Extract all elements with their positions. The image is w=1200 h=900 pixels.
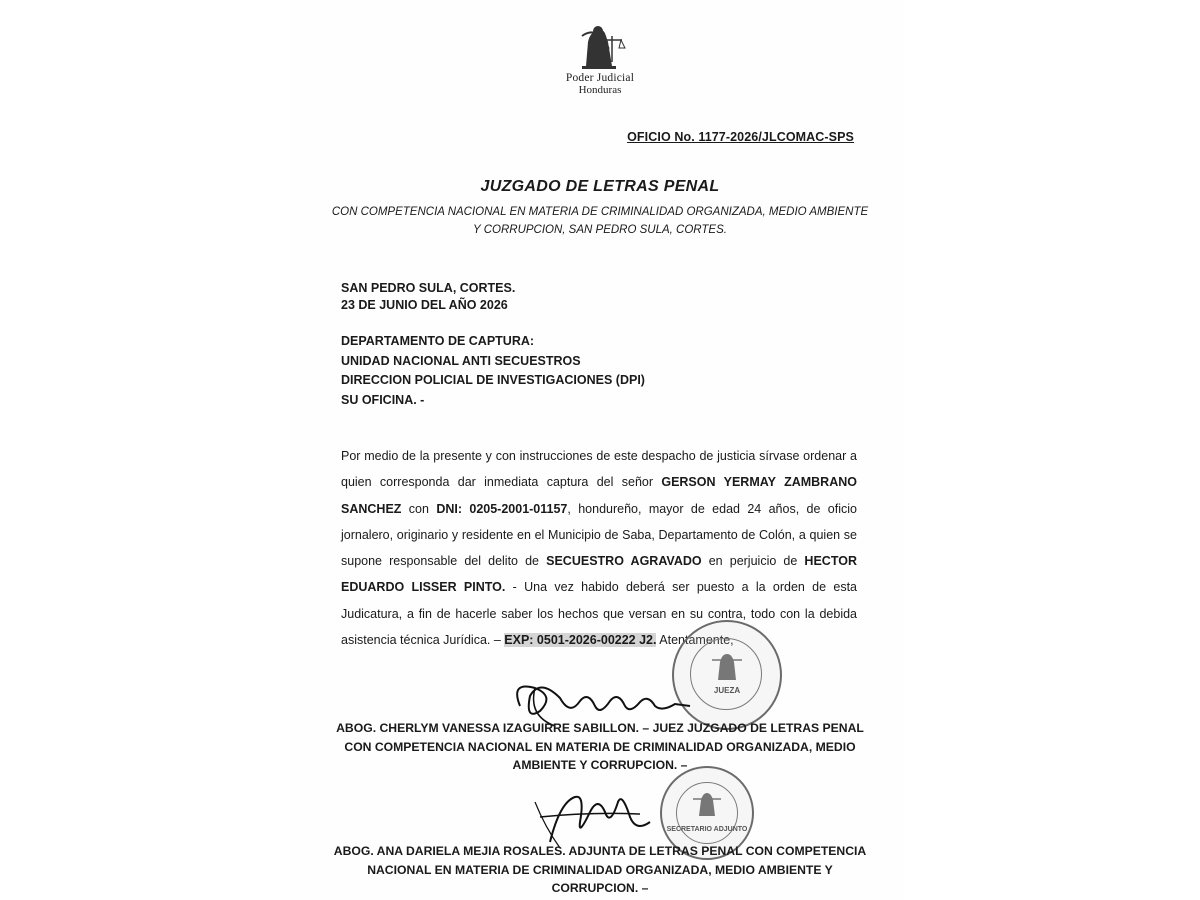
secretary-signature-block: ABOG. ANA DARIELA MEJIA ROSALES. ADJUNTA DE LETRAS PENAL CON COMPETENCIA NACIONAL EN MATERIA DE CRIMINALIDAD ORGANIZADA, MEDIO AMBIENTE Y CORRUPCION. –: [333, 844, 867, 895]
body-text-2: con: [401, 501, 437, 516]
oficio-number: OFICIO No. 1177-2026/JLCOMAC-SPS: [627, 130, 854, 144]
logo-line-1: Poder Judicial: [565, 72, 635, 84]
accused-name: GERSON YERMAY ZAMBRANO SANCHEZ: [341, 475, 857, 516]
logo-caption: [548, 72, 652, 96]
court-subtitle: CON COMPETENCIA NACIONAL EN MATERIA DE CRIMINALIDAD ORGANIZADA, MEDIO AMBIENTE Y CORRUPCION, SAN PEDRO SULA, CORTES.: [331, 206, 869, 236]
crime-name: SECUESTRO AGRAVADO: [546, 554, 702, 569]
seal-emblem-icon: [690, 790, 724, 820]
judge-signature-block: ABOG. CHERLYM VANESSA IZAGUIRRE SABILLON. – JUEZ JUZGADO DE LETRAS PENAL CON COMPETENCIA NACIONAL EN MATERIA DE CRIMINALIDAD ORGANIZADA, MEDIO AMBIENTE Y CORRUPCION. –: [336, 721, 864, 772]
place-date: [341, 280, 515, 314]
seal-emblem-icon: [708, 650, 746, 684]
secretary-seal-label: SECRETARIO ADJUNTO: [666, 826, 748, 833]
recipient-block: [341, 332, 645, 410]
date-line: 23 DE JUNIO DEL AÑO 2026: [341, 298, 508, 312]
recipient-line-2: UNIDAD NACIONAL ANTI SECUESTROS: [341, 353, 581, 368]
judicial-logo-icon: [568, 22, 632, 72]
body-text-4: en perjuicio de: [701, 554, 805, 569]
expediente-number: EXP: 0501-2026-00222 J2.: [504, 633, 657, 648]
body-paragraph: [341, 443, 857, 653]
dni-number: DNI: 0205-2001-01157: [436, 501, 568, 516]
court-title: JUZGADO DE LETRAS PENAL: [480, 178, 720, 195]
body-text-5: - Una vez habido deberá ser puesto a la orden de esta Judicatura, a fin de hacerle saber los hechos que versan en su contra, todo con la debida asistencia técnica Jurídica. –: [341, 580, 858, 648]
recipient-line-3: DIRECCION POLICIAL DE INVESTIGACIONES (DPI): [341, 373, 645, 387]
body-text-3: , hondureño, mayor de edad 24 años, de oficio jornalero, originario y residente en el Municipio de Saba, Departamento de Colón, a quien se supone responsable del delito de: [341, 501, 857, 569]
victim-name: HECTOR EDUARDO LISSER PINTO.: [341, 554, 857, 595]
city-line: SAN PEDRO SULA, CORTES.: [341, 281, 516, 295]
logo-line-2: Honduras: [578, 84, 622, 96]
body-text-1: Por medio de la presente y con instrucciones de este despacho de justicia sírvase ordenar a quien corresponda dar inmediata captura del señor: [341, 449, 857, 490]
body-text-6: Atentamente,: [656, 633, 734, 648]
recipient-line-4: SU OFICINA. -: [341, 392, 425, 407]
recipient-line-1: DEPARTAMENTO DE CAPTURA:: [341, 334, 535, 348]
judge-seal-label: JUEZA: [713, 686, 741, 695]
